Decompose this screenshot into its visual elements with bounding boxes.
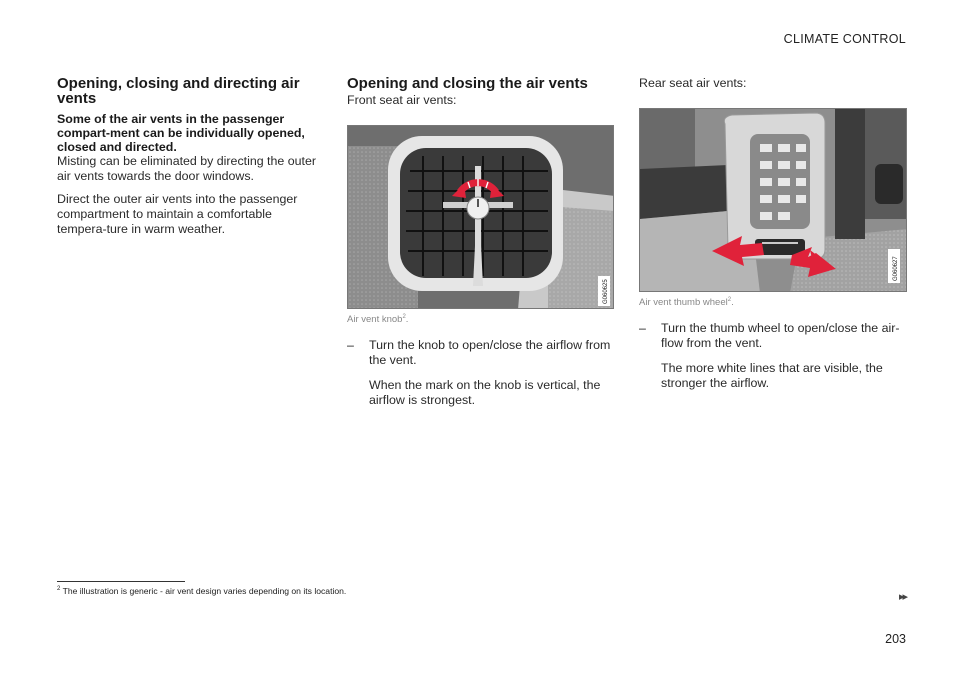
front-figure-code: G060625 bbox=[603, 279, 609, 304]
step-dash: – bbox=[347, 338, 354, 353]
caption-end: . bbox=[405, 314, 409, 326]
page-number: 203 bbox=[885, 632, 906, 646]
footnote-text: The illustration is generic - air vent design varies depending on its location. bbox=[60, 586, 347, 596]
step-item bbox=[639, 321, 907, 391]
front-figure-caption bbox=[347, 314, 614, 325]
step-note: When the mark on the knob is vertical, the airflow is strongest. bbox=[369, 378, 601, 408]
rear-vents-intro: Rear seat air vents: bbox=[639, 76, 747, 90]
front-vent-knob-drawing bbox=[348, 126, 614, 309]
step-body bbox=[369, 338, 614, 408]
next-page-arrows-icon[interactable]: ▸▸ bbox=[898, 591, 906, 603]
footnote bbox=[57, 586, 346, 596]
caption-text: Air vent thumb wheel bbox=[639, 297, 728, 309]
caption-end: . bbox=[731, 297, 734, 309]
column-intro bbox=[57, 76, 319, 237]
rear-figure-caption bbox=[639, 297, 907, 308]
subsection-title: Opening and closing the air vents bbox=[347, 75, 588, 92]
rear-vent-illustration bbox=[639, 108, 907, 292]
step-instruction: Turn the thumb wheel to open/close the air-flow from the vent. bbox=[661, 321, 900, 351]
footnote-ref: 2 bbox=[402, 314, 406, 320]
section-header: CLIMATE CONTROL bbox=[783, 32, 906, 46]
step-instruction: Turn the knob to open/close the airflow from the vent. bbox=[369, 338, 611, 368]
section-title: Opening, closing and directing air vents bbox=[57, 75, 300, 107]
step-note: The more white lines that are visible, the stronger the airflow. bbox=[661, 361, 883, 391]
footnote-divider bbox=[57, 581, 185, 582]
front-vent-illustration bbox=[347, 125, 614, 309]
step-item bbox=[347, 338, 614, 408]
body-paragraph-misting: Misting can be eliminated by directing the outer air vents towards the door windows. bbox=[57, 154, 316, 183]
rear-figure-code: G060627 bbox=[893, 256, 899, 281]
rear-vent-thumbwheel-drawing bbox=[640, 109, 907, 292]
step-body bbox=[661, 321, 907, 391]
column-rear-vents bbox=[639, 76, 907, 391]
column-front-vents bbox=[347, 76, 614, 408]
lead-paragraph: Some of the air vents in the passenger compart-ment can be individually opened, closed and directed. bbox=[57, 112, 305, 154]
caption-text: Air vent knob bbox=[347, 314, 403, 326]
footnote-ref: 2 bbox=[727, 297, 732, 303]
front-vents-intro: Front seat air vents: bbox=[347, 93, 457, 107]
footnote-number: 2 bbox=[57, 586, 61, 593]
step-dash: – bbox=[639, 321, 646, 336]
front-vent-steps bbox=[347, 338, 614, 408]
rear-vent-steps bbox=[639, 321, 907, 391]
body-paragraph-warm-weather: Direct the outer air vents into the passenger compartment to maintain a comfortable tempera-ture in warm weather. bbox=[57, 192, 298, 236]
